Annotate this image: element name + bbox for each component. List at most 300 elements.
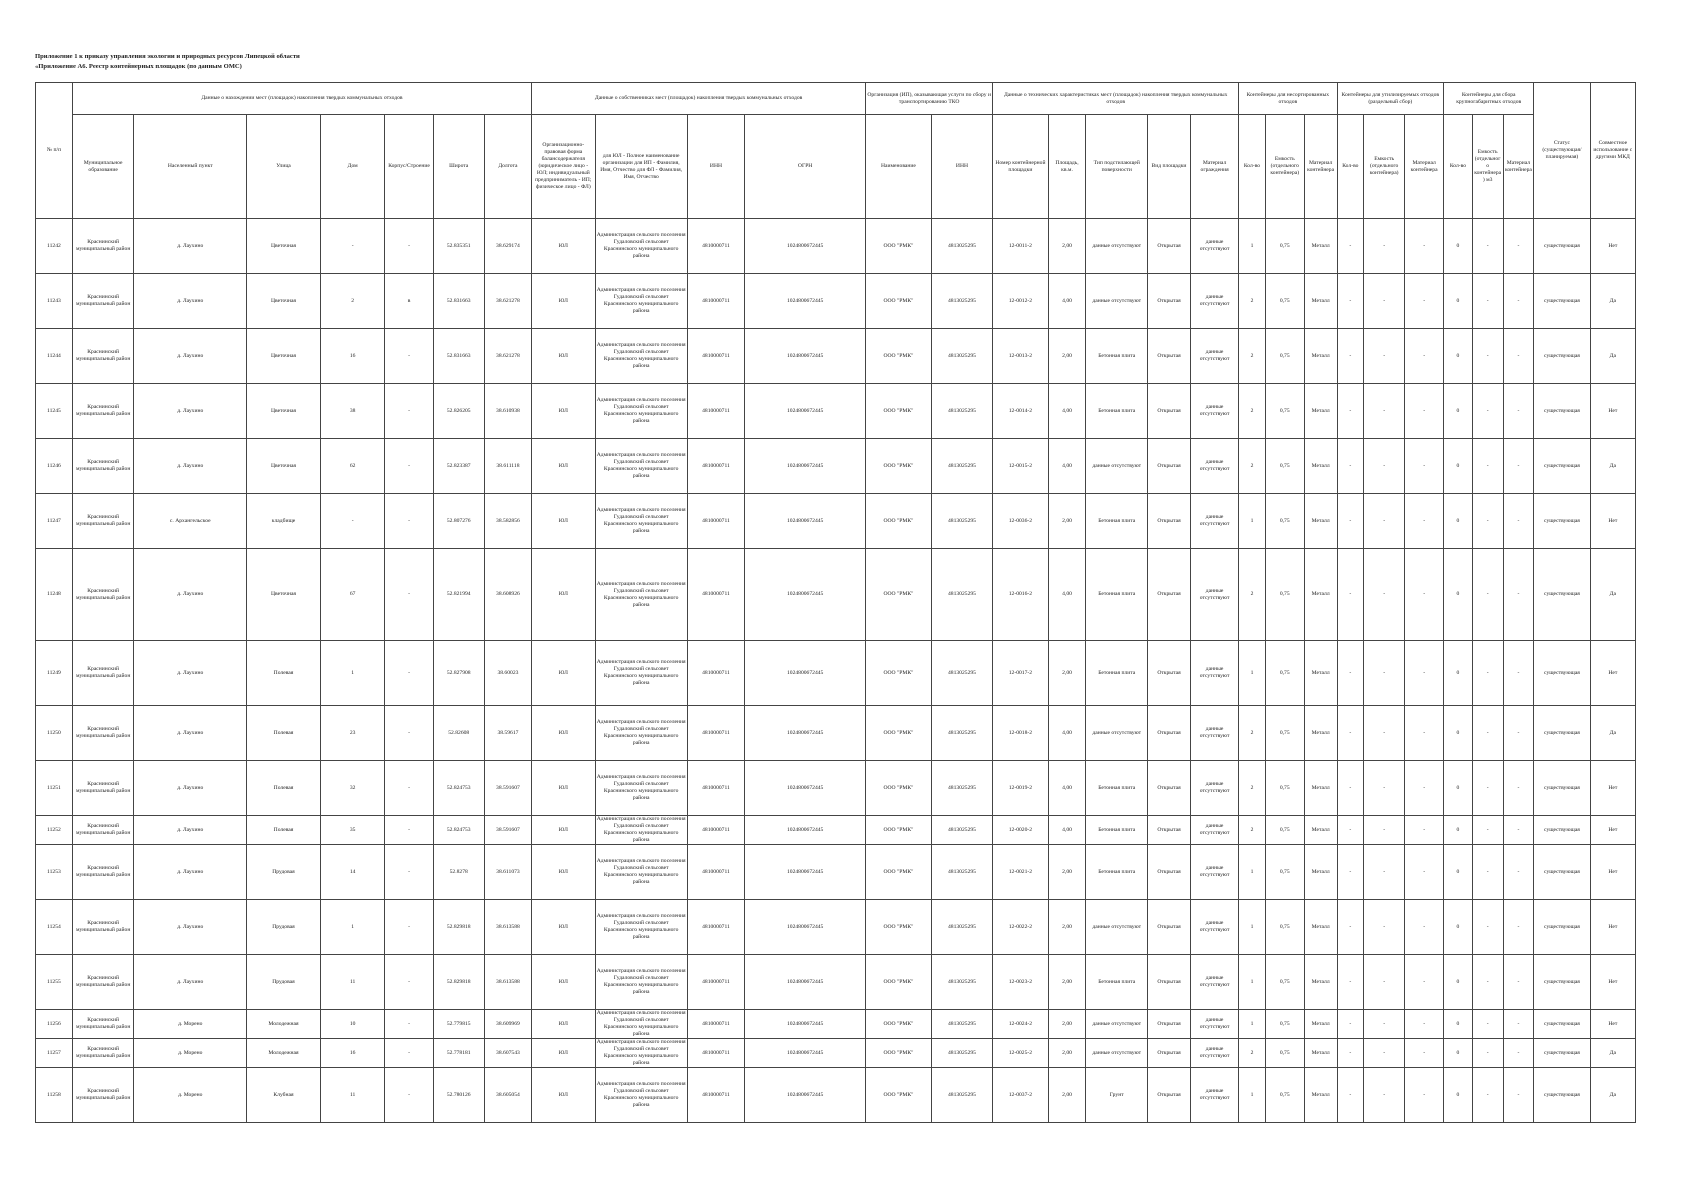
cell-legal-form: ЮЛ [532, 761, 596, 816]
cell-legal-form: ЮЛ [532, 549, 596, 641]
cell-s-vol: - [1364, 641, 1405, 706]
cell-m-qty: 2 [1239, 761, 1266, 816]
cell-lat: 52.829818 [433, 900, 484, 955]
cell-house: 16 [320, 1039, 385, 1068]
cell-site-no: 12-0021-2 [993, 845, 1048, 900]
cell-mo: Краснинский муниципальный район [72, 816, 133, 845]
cell-ogrn: 1024800672445 [745, 494, 866, 549]
cell-street: Клубная [247, 1068, 321, 1123]
cell-s-vol: - [1364, 439, 1405, 494]
cell-status: существующая [1534, 761, 1590, 816]
cell-site-type: Открытая [1147, 1068, 1190, 1123]
cell-b-vol: - [1472, 549, 1503, 641]
cell-legal-form: ЮЛ [532, 900, 596, 955]
cell-fence: данные отсутствуют [1191, 549, 1239, 641]
cell-ogrn: 1024800672445 [745, 1039, 866, 1068]
cell-street: Цветочная [247, 219, 321, 274]
cell-mo: Краснинский муниципальный район [72, 274, 133, 329]
cell-s-qty: - [1337, 274, 1364, 329]
cell-b-vol: - [1472, 845, 1503, 900]
cell-op-name: ООО "РМК" [866, 1039, 932, 1068]
cell-area: 4,00 [1048, 816, 1086, 845]
cell-b-mat: - [1503, 219, 1534, 274]
cell-m-mat: Металл [1304, 761, 1337, 816]
cell-s-qty: - [1337, 641, 1364, 706]
cell-s-mat: - [1405, 1039, 1444, 1068]
cell-area: 4,00 [1048, 439, 1086, 494]
cell-site-type: Открытая [1147, 761, 1190, 816]
cell-lat: 52.835351 [433, 219, 484, 274]
cell-s-qty: - [1337, 549, 1364, 641]
cell-site-no: 12-0023-2 [993, 955, 1048, 1010]
cell-inn: 4810000711 [687, 955, 744, 1010]
cell-ogrn: 1024800672445 [745, 900, 866, 955]
cell-s-qty: - [1337, 1010, 1364, 1039]
cell-s-mat: - [1405, 641, 1444, 706]
cell-settlement: д. Лаухино [134, 816, 247, 845]
cell-ogrn: 1024800672445 [745, 706, 866, 761]
cell-site-no: 12-0013-2 [993, 329, 1048, 384]
cell-building: - [385, 845, 433, 900]
cell-surface: Бетонная плита [1086, 549, 1147, 641]
col-area: Площадь, кв.м. [1048, 115, 1086, 219]
cell-fence: данные отсутствуют [1191, 384, 1239, 439]
cell-inn: 4810000711 [687, 549, 744, 641]
cell-ogrn: 1024800672445 [745, 384, 866, 439]
cell-site-type: Открытая [1147, 384, 1190, 439]
cell-s-mat: - [1405, 706, 1444, 761]
cell-m-mat: Металл [1304, 494, 1337, 549]
col-owner-name: для ЮЛ - Полное наименование организации для ИП - Фамилия, Имя, Отчество для ФЛ - Фамилия, Имя, Отчество [595, 115, 687, 219]
cell-op-name: ООО "РМК" [866, 816, 932, 845]
cell-s-vol: - [1364, 1039, 1405, 1068]
cell-status: существующая [1534, 219, 1590, 274]
cell-op-inn: 4813025295 [931, 1068, 993, 1123]
table-row [36, 274, 1636, 329]
cell-inn: 4810000711 [687, 706, 744, 761]
cell-site-type: Открытая [1147, 845, 1190, 900]
cell-street: Молодежная [247, 1010, 321, 1039]
cell-building: - [385, 549, 433, 641]
cell-area: 4,00 [1048, 706, 1086, 761]
cell-legal-form: ЮЛ [532, 641, 596, 706]
cell-inn: 4810000711 [687, 816, 744, 845]
cell-op-name: ООО "РМК" [866, 955, 932, 1010]
cell-area: 4,00 [1048, 761, 1086, 816]
cell-s-qty: - [1337, 900, 1364, 955]
cell-mo: Краснинский муниципальный район [72, 1068, 133, 1123]
cell-s-vol: - [1364, 955, 1405, 1010]
cell-b-mat: - [1503, 274, 1534, 329]
cell-mo: Краснинский муниципальный район [72, 900, 133, 955]
col-operator-name: Наименование [866, 115, 932, 219]
cell-ogrn: 1024800672445 [745, 761, 866, 816]
cell-op-inn: 4813025295 [931, 845, 993, 900]
group-mixed-containers: Контейнеры для несортированных отходов [1239, 83, 1337, 115]
cell-lat: 52.821994 [433, 549, 484, 641]
cell-surface: Бетонная плита [1086, 816, 1147, 845]
cell-b-vol: - [1472, 329, 1503, 384]
cell-lon: 38.607543 [484, 1039, 531, 1068]
cell-lon: 38.59617 [484, 706, 531, 761]
cell-settlement: д. Лаухино [134, 761, 247, 816]
cell-inn: 4810000711 [687, 1039, 744, 1068]
cell-b-mat: - [1503, 329, 1534, 384]
table-row [36, 384, 1636, 439]
cell-s-mat: - [1405, 384, 1444, 439]
cell-num: 11250 [36, 706, 73, 761]
cell-m-vol: 0,75 [1265, 816, 1304, 845]
cell-surface: данные отсутствуют [1086, 706, 1147, 761]
cell-m-vol: 0,75 [1265, 1068, 1304, 1123]
cell-op-inn: 4813025295 [931, 274, 993, 329]
cell-num: 11246 [36, 439, 73, 494]
cell-site-type: Открытая [1147, 329, 1190, 384]
cell-shared: Нет [1590, 1010, 1635, 1039]
cell-num: 11255 [36, 955, 73, 1010]
cell-shared: Да [1590, 706, 1635, 761]
cell-b-qty: 0 [1444, 816, 1473, 845]
cell-owner-name: Администрация сельского поселения Гудаловский сельсовет Краснинского муниципального района [595, 1068, 687, 1123]
cell-building: - [385, 1010, 433, 1039]
cell-house: 14 [320, 845, 385, 900]
cell-s-mat: - [1405, 1010, 1444, 1039]
cell-m-vol: 0,75 [1265, 439, 1304, 494]
cell-op-inn: 4813025295 [931, 384, 993, 439]
cell-m-mat: Металл [1304, 1068, 1337, 1123]
cell-lon: 38.611073 [484, 845, 531, 900]
cell-m-qty: 2 [1239, 706, 1266, 761]
cell-mo: Краснинский муниципальный район [72, 1010, 133, 1039]
cell-s-qty: - [1337, 706, 1364, 761]
cell-status: существующая [1534, 900, 1590, 955]
cell-status: существующая [1534, 641, 1590, 706]
col-mixed-qty: Кол-во [1239, 115, 1266, 219]
cell-building: - [385, 955, 433, 1010]
cell-surface: данные отсутствуют [1086, 1039, 1147, 1068]
cell-m-mat: Металл [1304, 900, 1337, 955]
cell-area: 2,00 [1048, 641, 1086, 706]
cell-b-qty: 0 [1444, 1068, 1473, 1123]
cell-lon: 38.613588 [484, 955, 531, 1010]
cell-s-vol: - [1364, 706, 1405, 761]
cell-b-vol: - [1472, 219, 1503, 274]
cell-site-type: Открытая [1147, 494, 1190, 549]
cell-num: 11251 [36, 761, 73, 816]
col-num: № п/п [36, 83, 73, 219]
cell-settlement: д. Моренo [134, 1068, 247, 1123]
container-sites-registry-table [35, 82, 1636, 1123]
cell-area: 4,00 [1048, 274, 1086, 329]
col-site-number: Номер контейнерной площадки [993, 115, 1048, 219]
table-body [36, 219, 1636, 1123]
cell-house: 16 [320, 329, 385, 384]
cell-lon: 38.613588 [484, 900, 531, 955]
cell-street: Цветочная [247, 549, 321, 641]
cell-op-name: ООО "РМК" [866, 845, 932, 900]
cell-house: - [320, 219, 385, 274]
cell-num: 11248 [36, 549, 73, 641]
cell-m-qty: 2 [1239, 816, 1266, 845]
cell-street: Молодежная [247, 1039, 321, 1068]
cell-s-mat: - [1405, 219, 1444, 274]
cell-site-no: 12-0011-2 [993, 219, 1048, 274]
cell-op-name: ООО "РМК" [866, 706, 932, 761]
cell-s-qty: - [1337, 494, 1364, 549]
cell-s-vol: - [1364, 549, 1405, 641]
cell-m-vol: 0,75 [1265, 384, 1304, 439]
cell-op-name: ООО "РМК" [866, 641, 932, 706]
cell-area: 2,00 [1048, 1010, 1086, 1039]
cell-building: - [385, 219, 433, 274]
cell-ogrn: 1024800672445 [745, 1068, 866, 1123]
cell-building: в [385, 274, 433, 329]
cell-surface: Бетонная плита [1086, 845, 1147, 900]
cell-area: 2,00 [1048, 329, 1086, 384]
col-sorted-qty: Кол-во [1337, 115, 1364, 219]
cell-shared: Нет [1590, 384, 1635, 439]
cell-owner-name: Администрация сельского поселения Гудаловский сельсовет Краснинского муниципального района [595, 329, 687, 384]
table-row [36, 439, 1636, 494]
cell-m-qty: 1 [1239, 955, 1266, 1010]
cell-b-vol: - [1472, 816, 1503, 845]
cell-building: - [385, 384, 433, 439]
cell-surface: данные отсутствуют [1086, 274, 1147, 329]
cell-lon: 38.608926 [484, 549, 531, 641]
cell-status: существующая [1534, 1068, 1590, 1123]
cell-shared: Нет [1590, 761, 1635, 816]
cell-b-vol: - [1472, 761, 1503, 816]
cell-status: существующая [1534, 1039, 1590, 1068]
cell-site-type: Открытая [1147, 549, 1190, 641]
cell-mo: Краснинский муниципальный район [72, 384, 133, 439]
cell-street: Цветочная [247, 384, 321, 439]
cell-fence: данные отсутствуют [1191, 329, 1239, 384]
cell-m-mat: Металл [1304, 384, 1337, 439]
cell-site-no: 12-0020-2 [993, 816, 1048, 845]
cell-settlement: с. Архангельское [134, 494, 247, 549]
cell-lat: 52.780126 [433, 1068, 484, 1123]
cell-s-qty: - [1337, 955, 1364, 1010]
col-mo: Муниципальное образование [72, 115, 133, 219]
table-row [36, 1010, 1636, 1039]
cell-status: существующая [1534, 439, 1590, 494]
cell-surface: Бетонная плита [1086, 761, 1147, 816]
cell-settlement: д. Лаухино [134, 274, 247, 329]
cell-m-qty: 2 [1239, 549, 1266, 641]
cell-op-name: ООО "РМК" [866, 384, 932, 439]
cell-inn: 4810000711 [687, 384, 744, 439]
col-operator-inn: ИНН [931, 115, 993, 219]
cell-site-type: Открытая [1147, 641, 1190, 706]
cell-surface: Бетонная плита [1086, 494, 1147, 549]
cell-site-no: 12-0014-2 [993, 384, 1048, 439]
cell-s-vol: - [1364, 1010, 1405, 1039]
cell-mo: Краснинский муниципальный район [72, 761, 133, 816]
cell-owner-name: Администрация сельского поселения Гудаловский сельсовет Краснинского муниципального района [595, 845, 687, 900]
cell-building: - [385, 494, 433, 549]
cell-lon: 38.60023 [484, 641, 531, 706]
cell-b-vol: - [1472, 1010, 1503, 1039]
cell-m-vol: 0,75 [1265, 641, 1304, 706]
cell-m-qty: 2 [1239, 439, 1266, 494]
cell-ogrn: 1024800672445 [745, 955, 866, 1010]
cell-lon: 38.609969 [484, 1010, 531, 1039]
cell-house: 38 [320, 384, 385, 439]
cell-m-vol: 0,75 [1265, 955, 1304, 1010]
col-surface: Тип подстилающей поверхности [1086, 115, 1147, 219]
cell-num: 11254 [36, 900, 73, 955]
cell-street: Прудовая [247, 845, 321, 900]
col-shared: Совместное использование с другими МКД [1590, 83, 1635, 219]
cell-op-name: ООО "РМК" [866, 329, 932, 384]
cell-b-mat: - [1503, 955, 1534, 1010]
cell-lon: 38.621278 [484, 329, 531, 384]
cell-site-type: Открытая [1147, 274, 1190, 329]
cell-house: 2 [320, 274, 385, 329]
cell-street: Прудовая [247, 900, 321, 955]
cell-s-qty: - [1337, 329, 1364, 384]
cell-legal-form: ЮЛ [532, 706, 596, 761]
cell-area: 4,00 [1048, 384, 1086, 439]
table-row [36, 845, 1636, 900]
cell-m-vol: 0,75 [1265, 549, 1304, 641]
cell-op-inn: 4813025295 [931, 439, 993, 494]
cell-m-vol: 0,75 [1265, 706, 1304, 761]
cell-status: существующая [1534, 706, 1590, 761]
cell-m-qty: 1 [1239, 219, 1266, 274]
cell-lat: 52.823387 [433, 439, 484, 494]
cell-area: 4,00 [1048, 549, 1086, 641]
cell-site-no: 12-0019-2 [993, 761, 1048, 816]
cell-s-qty: - [1337, 1039, 1364, 1068]
cell-op-name: ООО "РМК" [866, 494, 932, 549]
cell-settlement: д. Лаухино [134, 900, 247, 955]
cell-op-inn: 4813025295 [931, 1039, 993, 1068]
cell-mo: Краснинский муниципальный район [72, 329, 133, 384]
col-fence: Материал ограждения [1191, 115, 1239, 219]
cell-legal-form: ЮЛ [532, 439, 596, 494]
cell-inn: 4810000711 [687, 761, 744, 816]
cell-fence: данные отсутствуют [1191, 761, 1239, 816]
cell-status: существующая [1534, 494, 1590, 549]
cell-op-inn: 4813025295 [931, 955, 993, 1010]
cell-m-mat: Металл [1304, 816, 1337, 845]
cell-shared: Да [1590, 1068, 1635, 1123]
cell-shared: Да [1590, 439, 1635, 494]
cell-inn: 4810000711 [687, 845, 744, 900]
cell-op-name: ООО "РМК" [866, 219, 932, 274]
cell-m-mat: Металл [1304, 706, 1337, 761]
cell-b-qty: 0 [1444, 1010, 1473, 1039]
group-operator: Организация (ИП), оказывающая услуги по сбору и транспортированию ТКО [866, 83, 993, 115]
cell-mo: Краснинский муниципальный район [72, 845, 133, 900]
cell-b-mat: - [1503, 641, 1534, 706]
cell-b-qty: 0 [1444, 955, 1473, 1010]
cell-s-mat: - [1405, 1068, 1444, 1123]
cell-m-qty: 2 [1239, 1039, 1266, 1068]
group-sorted-containers: Контейнеры для утилизируемых отходов (раздельный сбор) [1337, 83, 1444, 115]
cell-site-type: Открытая [1147, 219, 1190, 274]
cell-m-qty: 2 [1239, 384, 1266, 439]
cell-street: Полевая [247, 641, 321, 706]
cell-shared: Да [1590, 549, 1635, 641]
cell-op-name: ООО "РМК" [866, 439, 932, 494]
header-group-row [36, 83, 1636, 115]
cell-lat: 52.824753 [433, 761, 484, 816]
cell-s-mat: - [1405, 955, 1444, 1010]
cell-b-mat: - [1503, 384, 1534, 439]
cell-surface: Бетонная плита [1086, 384, 1147, 439]
cell-inn: 4810000711 [687, 274, 744, 329]
cell-inn: 4810000711 [687, 439, 744, 494]
cell-settlement: д. Лаухино [134, 219, 247, 274]
cell-s-vol: - [1364, 329, 1405, 384]
cell-op-name: ООО "РМК" [866, 761, 932, 816]
cell-op-inn: 4813025295 [931, 549, 993, 641]
cell-shared: Нет [1590, 816, 1635, 845]
cell-site-type: Открытая [1147, 955, 1190, 1010]
cell-status: существующая [1534, 816, 1590, 845]
header-line-2: «Приложение А6. Реестр контейнерных площадок (по данным ОМС) [35, 63, 242, 70]
group-tech: Данные о технических характеристиках мест (площадок) накопления твердых коммунальных отходов [993, 83, 1239, 115]
cell-shared: Да [1590, 274, 1635, 329]
cell-house: 11 [320, 1068, 385, 1123]
cell-m-qty: 1 [1239, 494, 1266, 549]
cell-lat: 52.8278 [433, 845, 484, 900]
cell-s-qty: - [1337, 219, 1364, 274]
cell-building: - [385, 706, 433, 761]
cell-street: Цветочная [247, 329, 321, 384]
cell-site-no: 12-0018-2 [993, 706, 1048, 761]
cell-site-type: Открытая [1147, 706, 1190, 761]
cell-fence: данные отсутствуют [1191, 274, 1239, 329]
col-bulky-material: Материал контейнера [1503, 115, 1534, 219]
cell-settlement: д. Моренo [134, 1010, 247, 1039]
cell-legal-form: ЮЛ [532, 384, 596, 439]
cell-fence: данные отсутствуют [1191, 845, 1239, 900]
cell-house: 10 [320, 1010, 385, 1039]
cell-b-qty: 0 [1444, 439, 1473, 494]
cell-shared: Нет [1590, 494, 1635, 549]
cell-street: кладбище [247, 494, 321, 549]
cell-area: 2,00 [1048, 845, 1086, 900]
cell-settlement: д. Моренo [134, 1039, 247, 1068]
cell-area: 2,00 [1048, 219, 1086, 274]
cell-site-no: 12-0017-2 [993, 641, 1048, 706]
cell-house: 67 [320, 549, 385, 641]
cell-owner-name: Администрация сельского поселения Гудаловский сельсовет Краснинского муниципального района [596, 1039, 686, 1066]
cell-status: существующая [1534, 274, 1590, 329]
cell-house: 11 [320, 955, 385, 1010]
cell-house: 35 [320, 816, 385, 845]
col-lon: Долгота [484, 115, 531, 219]
col-house: Дом [320, 115, 385, 219]
cell-m-mat: Металл [1304, 955, 1337, 1010]
cell-status: существующая [1534, 955, 1590, 1010]
cell-lat: 52.807276 [433, 494, 484, 549]
cell-status: существующая [1534, 549, 1590, 641]
table-row [36, 900, 1636, 955]
cell-site-no: 12-0016-2 [993, 549, 1048, 641]
cell-lon: 38.629174 [484, 219, 531, 274]
cell-b-qty: 0 [1444, 329, 1473, 384]
cell-b-vol: - [1472, 384, 1503, 439]
cell-lon: 38.591607 [484, 816, 531, 845]
cell-fence: данные отсутствуют [1191, 219, 1239, 274]
cell-m-qty: 1 [1239, 845, 1266, 900]
cell-status: существующая [1534, 384, 1590, 439]
